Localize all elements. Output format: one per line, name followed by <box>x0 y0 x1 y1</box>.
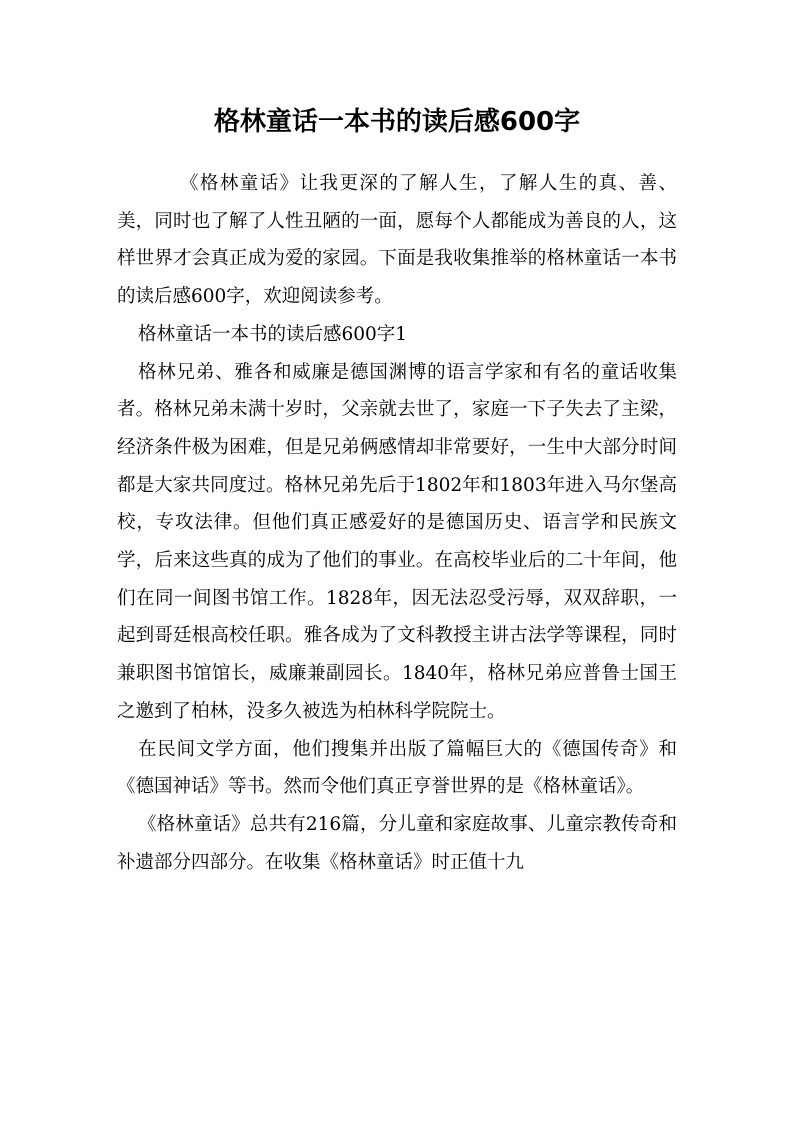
body-paragraph: 在民间文学方面，他们搜集并出版了篇幅巨大的《德国传奇》和《德国神话》等书。然而令他们真正亨誉世界的是《格林童话》。 <box>117 738 677 798</box>
intro-paragraph: 《格林童话》让我更深的了解人生，了解人生的真、善、美，同时也了解了人性丑陋的一面，愿每个人都能成为善良的人，这样世界才会真正成为爱的家园。下面是我收集推举的格林童话一本书的读后感600字，欢迎阅读参考。 <box>117 173 677 308</box>
document-title: 格林童话一本书的读后感600字 <box>213 107 581 137</box>
section-heading: 格林童话一本书的读后感600字1 <box>138 323 408 345</box>
document-body <box>117 165 677 881</box>
body-paragraph: 《格林童话》总共有216篇，分儿童和家庭故事、儿童宗教传奇和补遗部分四部分。在收集《格林童话》时正值十九 <box>117 813 677 873</box>
body-paragraph: 格林兄弟、雅各和威廉是德国渊博的语言学家和有名的童话收集者。格林兄弟未满十岁时，父亲就去世了，家庭一下子失去了主梁，经济条件极为困难，但是兄弟俩感情却非常要好，一生中大部分时间都是大家共同度过。格林兄弟先后于1802年和1803年进入马尔堡高校，专攻法律。但他们真正感爱好的是德国历史、语言学和民族文学，后来这些真的成为了他们的事业。在高校毕业后的二十年间，他们在同一间图书馆工作。1828年，因无法忍受污辱，双双辞职，一起到哥廷根高校任职。雅各成为了文科教授主讲古法学等课程，同时兼职图书馆馆长，威廉兼副园长。1840年，格林兄弟应普鲁士国王之邀到了柏林，没多久被选为柏林科学院院士。 <box>117 361 677 722</box>
